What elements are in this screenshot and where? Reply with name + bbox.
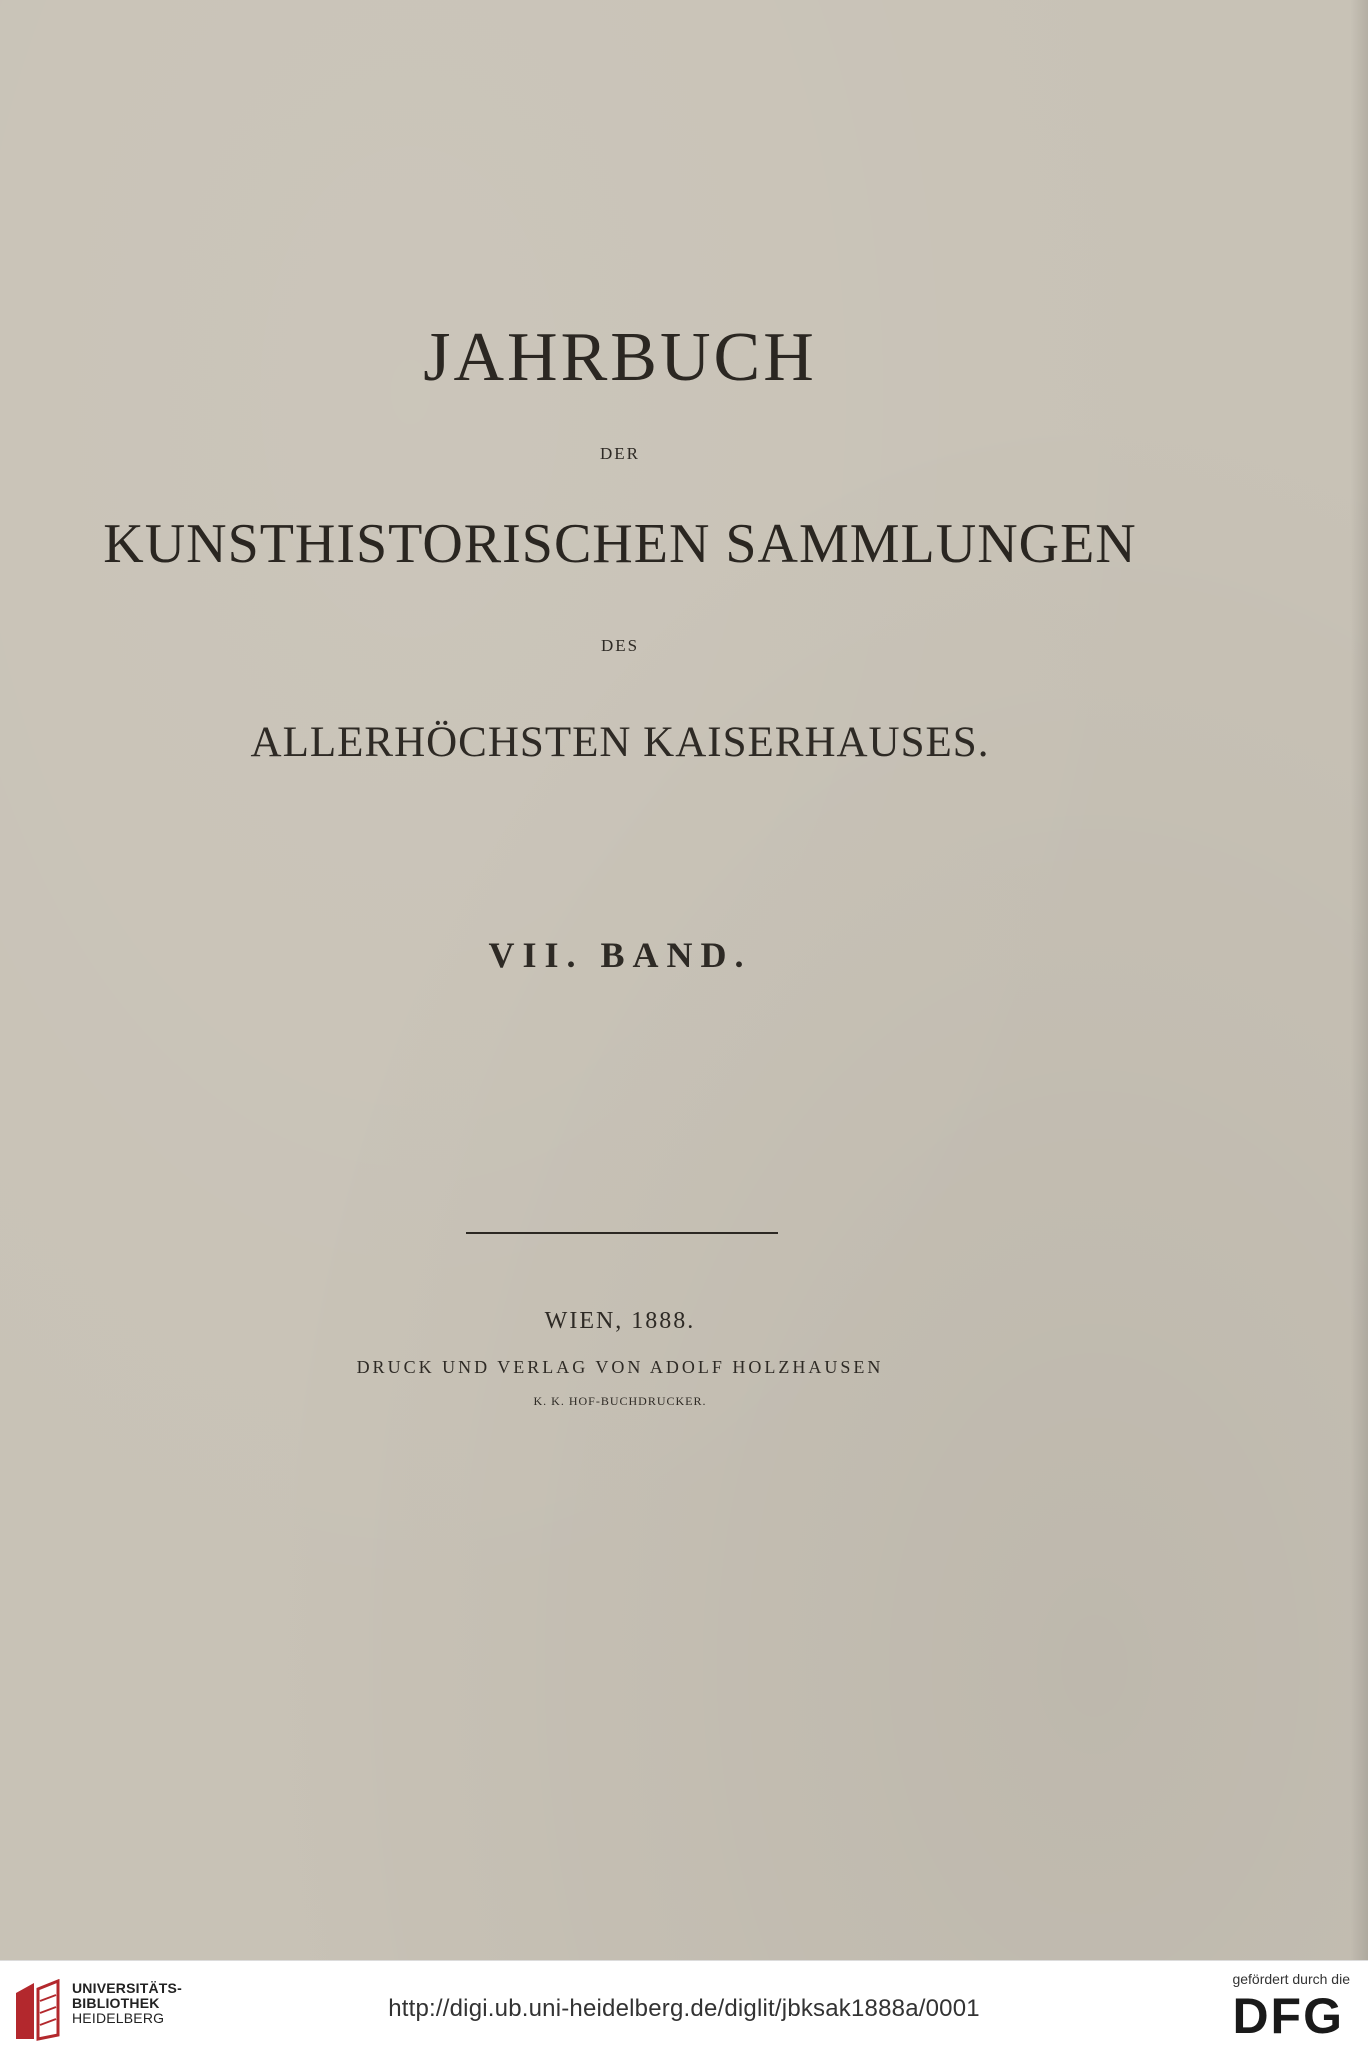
title-allerhoechsten-kaiserhauses: ALLERHÖCHSTEN KAISERHAUSES. xyxy=(250,719,990,766)
dfg-logo-text: DFG xyxy=(1232,1989,1344,2039)
imprint-place-year: WIEN, 1888. xyxy=(544,1308,696,1334)
volume-label: VII. BAND. xyxy=(488,935,752,975)
title-der: DER xyxy=(600,444,640,463)
dfg-logo-icon[interactable] xyxy=(1220,1989,1350,2039)
imprint-publisher: DRUCK UND VERLAG VON ADOLF HOLZHAUSEN xyxy=(356,1357,884,1377)
viewer-footer xyxy=(0,1960,1368,2058)
funding-label: gefördert durch die xyxy=(1232,1971,1350,1987)
permalink-url[interactable]: http://digi.ub.uni-heidelberg.de/diglit/jbksak1888a/0001 xyxy=(388,1995,980,2022)
funding-block xyxy=(1190,1971,1350,2049)
library-name-line-1: UNIVERSITÄTS- xyxy=(72,1980,182,1996)
title-kunsthistorischen-sammlungen: KUNSTHISTORISCHEN SAMMLUNGEN xyxy=(103,513,1137,575)
divider-rule xyxy=(466,1232,778,1234)
imprint-printer: K. K. HOF-BUCHDRUCKER. xyxy=(533,1394,707,1408)
title-jahrbuch: JAHRBUCH xyxy=(423,319,817,396)
library-name-line-2: BIBLIOTHEK xyxy=(72,1995,160,2011)
title-des: DES xyxy=(600,636,640,655)
library-name-line-3: HEIDELBERG xyxy=(72,2010,165,2026)
